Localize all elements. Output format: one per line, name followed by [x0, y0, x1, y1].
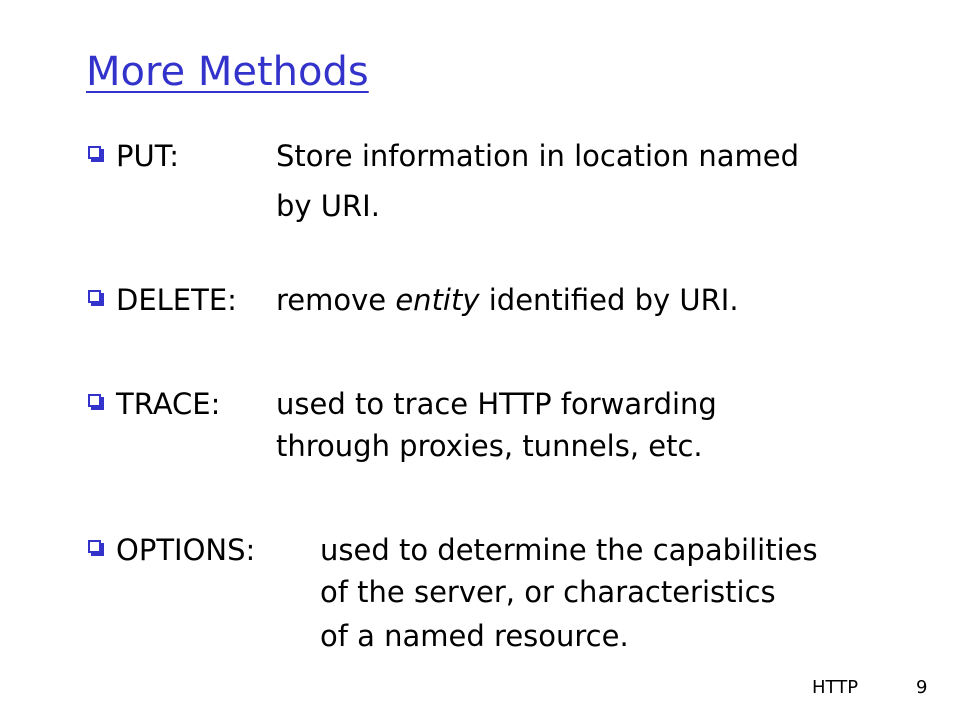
square-bullet-icon — [88, 394, 101, 407]
method-term: PUT: — [116, 139, 180, 173]
square-bullet-icon — [88, 146, 101, 159]
method-description-line: of the server, or characteristics — [320, 575, 776, 609]
description-text: remove — [276, 283, 396, 317]
description-italic-text: entity — [395, 283, 480, 317]
method-term: TRACE: — [116, 387, 221, 421]
method-description-line — [276, 278, 739, 322]
page-number: 9 — [916, 677, 928, 698]
method-term: OPTIONS: — [116, 533, 256, 567]
description-text: identified by URI. — [479, 283, 739, 317]
method-description-line: used to determine the capabilities — [320, 533, 818, 567]
square-bullet-icon — [88, 290, 101, 303]
slide-title: More Methods — [86, 49, 369, 95]
method-description-line: Store information in location named — [276, 139, 800, 173]
method-description-line: of a named resource. — [320, 619, 629, 653]
footer-label: HTTP — [812, 677, 859, 698]
method-description-line: used to trace HTTP forwarding — [276, 387, 717, 421]
method-description-line: by URI. — [276, 189, 380, 223]
method-description-line: through proxies, tunnels, etc. — [276, 429, 703, 463]
square-bullet-icon — [88, 540, 101, 553]
method-term: DELETE: — [116, 283, 237, 317]
